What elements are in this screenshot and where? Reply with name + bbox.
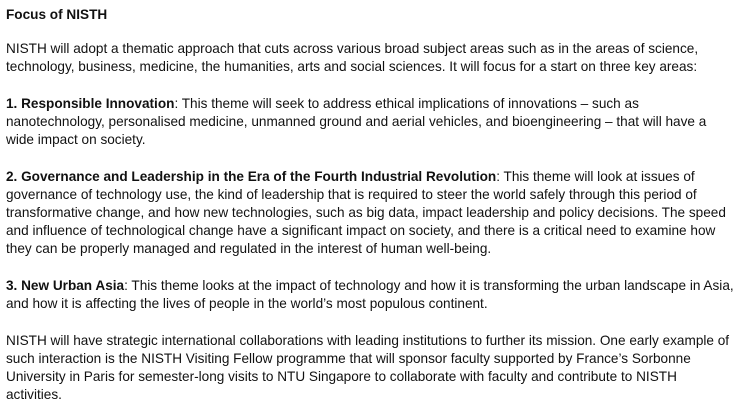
intro-paragraph: NISTH will adopt a thematic approach that cuts across various broad subject areas such as in the areas of science, technology, business, medicine, the humanities, arts and social sciences. It will focus for a start on three key areas: xyxy=(6,41,699,74)
document-body xyxy=(6,6,734,404)
theme-heading: 2. Governance and Leadership in the Era of the Fourth Industrial Revolution xyxy=(6,169,497,184)
theme-paragraph-new-urban-asia xyxy=(6,277,734,313)
closing-paragraph: NISTH will have strategic international collaborations with leading institutions to further its mission. One early example of such interaction is the NISTH Visiting Fellow programme that will sponsor faculty supported by France’s Sorbonne University in Paris for semester-long visits to NTU Singapore to collaborate with faculty and contribute to NISTH activities. xyxy=(6,333,730,402)
theme-text: : This theme looks at the impact of technology and how it is transforming the urban landscape in Asia, and how it is affecting the lives of people in the world’s most populous continent. xyxy=(6,278,734,311)
document-title: Focus of NISTH xyxy=(6,7,108,22)
theme-heading: 3. New Urban Asia xyxy=(6,278,125,293)
theme-text: : This theme will seek to address ethical implications of innovations – such as nanotechnology, personalised medicine, unmanned ground and aerial vehicles, and bioengineering – that will have a wide impact on society. xyxy=(6,96,707,147)
theme-heading: 1. Responsible Innovation xyxy=(6,96,175,111)
theme-text: : This theme will look at issues of governance of technology use, the kind of leadership that is required to steer the world safely through this period of transformative change, and how new technologies, such as big data, impact leadership and policy decisions. The speed and influence of technological change have a significant impact on society, and there is a critical need to examine how they can be properly managed and regulated in the interest of human well-being. xyxy=(6,169,726,256)
theme-paragraph-governance-leadership xyxy=(6,168,734,258)
theme-paragraph-responsible-innovation xyxy=(6,95,734,149)
